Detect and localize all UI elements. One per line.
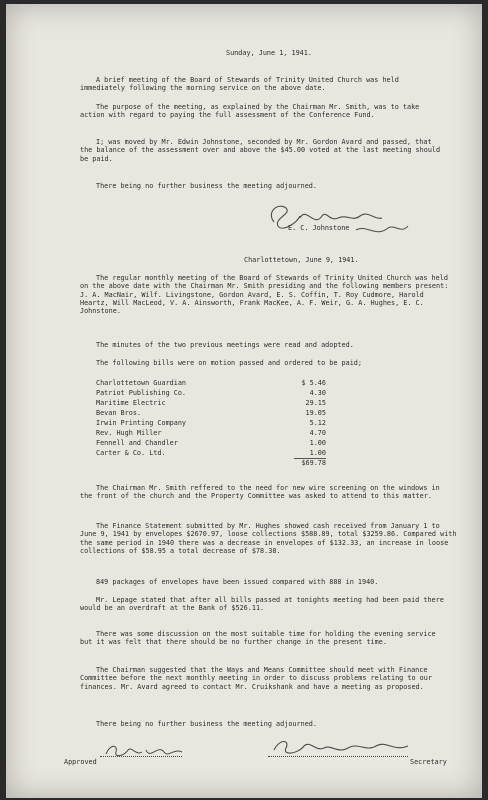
signature-approved <box>102 740 186 762</box>
meeting2-paragraph-6: 849 packages of envelopes have been issued compared with 888 in 1940. <box>96 578 379 586</box>
bill-name: Maritime Electric <box>96 399 166 407</box>
secretary-dotted-line <box>268 756 408 757</box>
bill-row <box>96 389 326 397</box>
meeting1-paragraph-3: I; was moved by Mr. Edwin Johnstone, seconded by Mr. Gordon Avard and passed, that the balance of the assessment over and above the $45.00 voted at the last meeting should be paid. <box>80 138 441 163</box>
signature-name: E. C. Johnstone <box>288 224 350 232</box>
meeting2-paragraph-1: The regular monthly meeting of the Board of Stewards of Trinity United Church was held on the above date with the Chairman Mr. Smith presiding and the following members present: J. A. MacNair, Wilf. Livingstone, Gordon Avard, E. S. Coffin, T. Roy Cudmore, Harold Heartz, Will MacLeod, V. A. Ainsworth, Frank MacKee, A. F. Weir, G. A. Hughes, E. C. Johnstone. <box>80 274 449 316</box>
meeting2-paragraph-9: The Chairman suggested that the Ways and Means Committee should meet with Finance Committee before the next monthly meeting in order to discuss problems relating to our finances. Mr. Avard agreed to contact Mr. Cruikshank and have a meeting as proposed. <box>80 666 432 691</box>
bill-amount: 1.00 <box>309 449 326 457</box>
bills-total-row <box>96 459 326 467</box>
bill-name: Bevan Bros. <box>96 409 142 417</box>
meeting2-paragraph-8: There was some discussion on the most suitable time for holding the evening service but it was felt that there should be no further change in the present time. <box>80 630 436 647</box>
meeting2-paragraph-7: Mr. Lepage stated that after all bills passed at tonights meeting had been paid there would be an overdraft at the Bank of $526.11. <box>80 596 444 613</box>
signature-johnstone-1 <box>256 198 416 244</box>
bills-total: $69.78 <box>301 459 326 467</box>
secretary-label: Secretary <box>410 758 447 766</box>
bill-name: Fennell and Chandler <box>96 439 178 447</box>
bill-amount: 5.12 <box>309 419 326 427</box>
bill-row <box>96 429 326 437</box>
bill-name: Rev. Hugh Miller <box>96 429 162 437</box>
bill-amount: 4.30 <box>309 389 326 397</box>
bill-row <box>96 449 326 457</box>
meeting1-paragraph-2: The purpose of the meeting, as explained by the Chairman Mr. Smith, was to take action with regard to paying the full assessment of the Conference Fund. <box>80 103 420 120</box>
bill-amount: 29.15 <box>305 399 326 407</box>
meeting2-paragraph-5: The Finance Statement submitted by Mr. Hughes showed cash received from January 1 to June 9, 1941 by envelopes $2670.97, loose collections $588.89, total $3259.86. Compared with the same period in 1940 there was a decrease in envelopes of $132.33, an increase in loose collections of $58.95 a total decrease of $78.38. <box>80 522 457 555</box>
meeting2-date: Charlottetown, June 9, 1941. <box>244 256 359 264</box>
bill-row <box>96 379 326 387</box>
bill-amount: 4.70 <box>309 429 326 437</box>
meeting2-paragraph-3: The following bills were on motion passed and ordered to be paid; <box>96 359 362 367</box>
bill-name: Carter & Co. Ltd. <box>96 449 166 457</box>
bill-amount: 19.05 <box>305 409 326 417</box>
signature-secretary <box>268 734 418 762</box>
meeting2-paragraph-10: There being no further business the meeting adjourned. <box>96 720 317 728</box>
meeting1-paragraph-4: There being no further business the meeting adjourned. <box>96 182 317 190</box>
meeting2-paragraph-2: The minutes of the two previous meetings were read and adopted. <box>96 341 354 349</box>
bill-row <box>96 439 326 447</box>
bill-row <box>96 419 326 427</box>
meeting2-paragraph-4: The Chairman Mr. Smith reffered to the need for new wire screening on the windows in the front of the church and the Property Committee was asked to attend to this matter. <box>80 484 440 501</box>
bill-amount: 1.00 <box>309 439 326 447</box>
bill-amount: $ 5.46 <box>301 379 326 387</box>
bill-row <box>96 399 326 407</box>
meeting1-date: Sunday, June 1, 1941. <box>226 49 312 57</box>
meeting1-paragraph-1: A brief meeting of the Board of Stewards of Trinity United Church was held immediately following the morning service on the above date. <box>80 76 399 93</box>
approved-label: Approved <box>64 758 97 766</box>
bill-name: Charlottetown Guardian <box>96 379 187 387</box>
bill-name: Irwin Printing Company <box>96 419 187 427</box>
bill-name: Patriot Publishing Co. <box>96 389 187 397</box>
bill-row <box>96 409 326 417</box>
document-page <box>6 4 482 798</box>
